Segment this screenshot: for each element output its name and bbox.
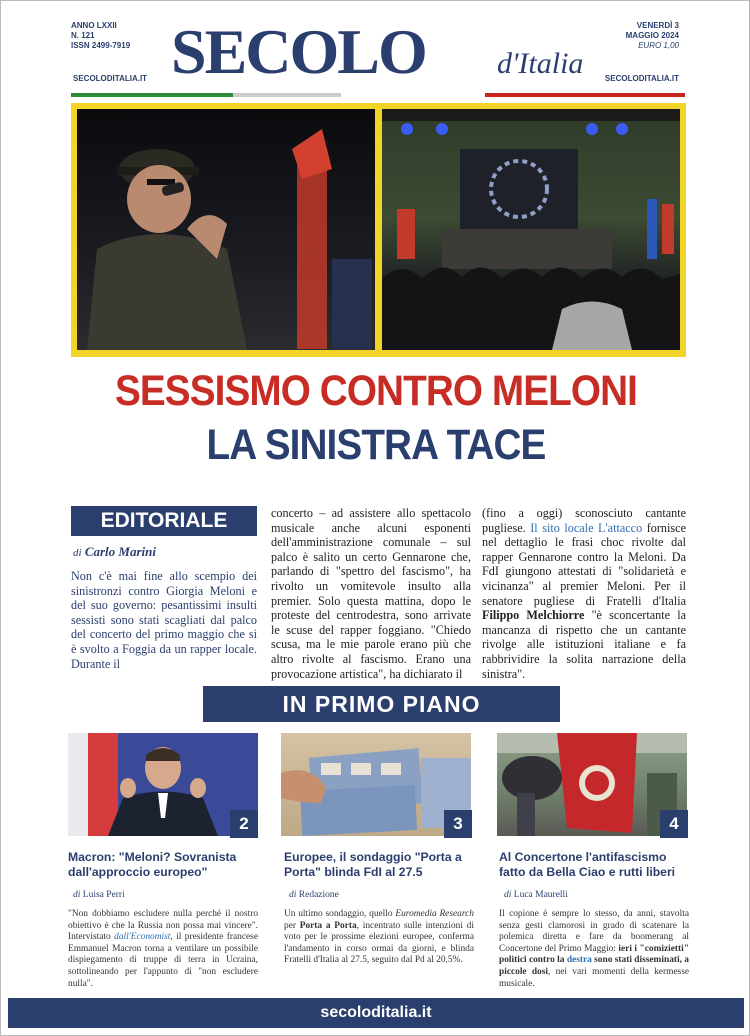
article-author: Redazione: [298, 890, 339, 900]
main-headline-line2[interactable]: LA SINISTRA TACE: [206, 421, 546, 469]
issue-date: [626, 21, 679, 51]
article-title-sondaggio[interactable]: Europee, il sondaggio "Porta a Porta" blinda FdI al 27.5: [284, 850, 462, 879]
rapper-photo[interactable]: [77, 109, 375, 350]
economist-link[interactable]: dall'Economist: [114, 932, 171, 943]
tricolor-bar-left: [71, 93, 341, 97]
footer-site-link[interactable]: secoloditalia.it: [8, 998, 744, 1028]
body-bold: ieri i "comizietti" politici contro la: [499, 943, 689, 966]
primo-piano-label: IN PRIMO PIANO: [203, 686, 560, 722]
col3-text-b: fornisce nel dettaglio le frasi choc rivolte dal rapper Gennarone contro la Meloni. Da FdI giungono attestati di "solidarietà e vicinanza" al premier Meloni. Per il senatore pugliese di Fratelli d'Italia: [482, 520, 686, 608]
body-text: "Non dobbiamo escludere nulla perché il nostro obiettivo è che la Russia non possa mai vincere". Intervistato: [68, 909, 258, 943]
tricolor-bar-right: [485, 93, 685, 97]
body-text: , il presidente francese Emmanuel Macron torna a ventilare un possibile dispiegamento di truppe di terra in Ucraina, sottolineando per l'appunto di "non escludere nulla".: [68, 932, 258, 989]
ballot-illustration: [281, 733, 471, 836]
body-text: , incentrato sulle intenzioni di voto per le prossime elezioni europee, conferma l'andamento in corso ormai da giorni, e blinda Fratelli d'Italia al 27.5, seguito dal Pd al 20,5%.: [284, 920, 474, 966]
issue-year: ANNO LXXII: [71, 21, 117, 30]
article-author: Luca Maurelli: [513, 890, 568, 900]
body-text: Un ultimo sondaggio, quello: [284, 909, 396, 919]
article-byline: [73, 890, 125, 900]
rapper-illustration: [77, 109, 375, 350]
article-number-badge: 2: [230, 810, 258, 838]
masthead-logo[interactable]: SECOLO: [171, 16, 426, 87]
issue-month: MAGGIO 2024: [625, 31, 679, 40]
byline-prefix: di: [289, 890, 297, 900]
issn: ISSN 2499-7919: [71, 41, 131, 50]
body-bold: sono stati disseminati, a piccole dosi: [499, 955, 689, 977]
body-text: Il copione è sempre lo stesso, da anni, stavolta senza gesti clamorosi in grado di scatenare la polemica diretta e fare da boomerang al Concertone del Primo Maggio:: [499, 909, 689, 954]
masthead-logo-sub: d'Italia: [497, 47, 584, 80]
concertone-illustration: [497, 733, 687, 836]
article-title-macron[interactable]: Macron: "Meloni? Sovranista dall'approccio europeo": [68, 850, 237, 879]
editoriale-column-3: [482, 506, 686, 681]
article-body-sondaggio: [284, 909, 474, 967]
attacco-link[interactable]: Il sito locale L'attacco: [530, 520, 643, 535]
col3-text-c: "è sconcertante la mancanza di rispetto che un cantante rivolge alle istituzioni italiane e fa rabbrividire la solita narrazione della sinistra".: [482, 608, 686, 681]
main-headline-line1[interactable]: SESSISMO CONTRO MELONI: [114, 367, 638, 415]
col3-text-a: (fino a oggi) sconosciuto cantante pugliese.: [482, 506, 686, 535]
body-bold: Porta a Porta: [299, 920, 357, 931]
article-body-concertone: [499, 909, 689, 990]
editoriale-byline: [73, 544, 156, 560]
article-author: Luisa Perri: [82, 890, 125, 900]
destra-link[interactable]: destra: [566, 955, 592, 966]
article-number-badge: 3: [444, 810, 472, 838]
editoriale-column-2: concerto – ad assistere allo spettacolo musicale anche alcuni esponenti dell'amministrazione comunale – sul palco è salito un certo Gennarone che, parlando di "spettro del fascismo", ha rivolto un vomitevole insulto alla premier. Solo questa mattina, dopo le proteste del centrodestra, sono arrivate le scuse del rapper foggiano. "Chiedo scusa, ma le mie parole erano più che altro rivolte al fascismo. Erano una provocazione artistica", ha dichiarato il: [271, 506, 471, 681]
issue-price: EURO 1,00: [638, 41, 679, 50]
issue-day: VENERDÌ 3: [636, 21, 679, 30]
byline-prefix: di: [504, 890, 512, 900]
melchiorre-name: Filippo Melchiorre: [482, 608, 585, 623]
article-byline: [289, 890, 339, 900]
article-number-badge: 4: [660, 810, 688, 838]
issue-info: [71, 21, 130, 51]
body-emphasis: Euromedia Research: [395, 909, 474, 919]
byline-prefix: di: [73, 890, 81, 900]
issue-number: N. 121: [71, 31, 95, 40]
article-byline: [504, 890, 568, 900]
ballot-photo[interactable]: [281, 733, 471, 836]
byline-prefix: di: [73, 547, 82, 559]
article-body-macron: [68, 909, 258, 990]
site-link-right[interactable]: SECOLODITALIA.IT: [604, 74, 679, 83]
body-text: per: [284, 920, 300, 931]
editoriale-column-1: Non c'è mai fine allo scempio dei sinistronzi contro Giorgia Meloni e del suo governo: pesantissimi insulti sessisti sono stati scagliati dal palco del concerto del primo maggio che si è svolto a Foggia da un rapper locale. Durante il: [71, 569, 257, 671]
concert-crowd-photo[interactable]: [382, 109, 680, 350]
concertone-flag-photo[interactable]: [497, 733, 687, 836]
editoriale-author: Carlo Marini: [84, 544, 156, 559]
body-text: , nei vari momenti della kermesse musicale.: [499, 966, 690, 989]
concert-illustration: [382, 109, 680, 350]
editoriale-label: EDITORIALE: [71, 506, 257, 536]
site-link-left[interactable]: SECOLODITALIA.IT: [73, 74, 148, 83]
article-title-concertone[interactable]: Al Concertone l'antifascismo fatto da Bella Ciao e rutti liberi: [499, 850, 676, 879]
